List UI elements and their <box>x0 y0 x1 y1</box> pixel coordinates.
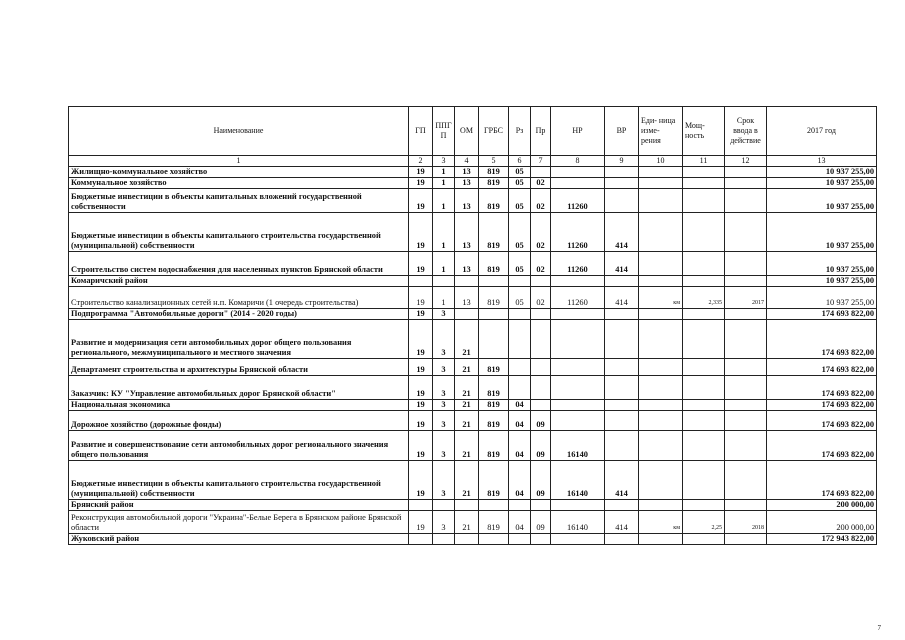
ppgp-cell: 1 <box>433 167 455 178</box>
pr-cell <box>531 534 551 545</box>
gp-cell: 19 <box>409 359 433 376</box>
gp-cell: 19 <box>409 167 433 178</box>
table-row <box>69 461 877 500</box>
om-cell: 21 <box>455 511 479 534</box>
gp-cell: 19 <box>409 320 433 359</box>
om-cell: 13 <box>455 213 479 252</box>
column-number-row <box>69 156 877 167</box>
sum-cell: 174 693 822,00 <box>767 411 877 431</box>
rz-cell <box>509 309 531 320</box>
col-header-rz: Рз <box>509 107 531 156</box>
rz-cell: 05 <box>509 167 531 178</box>
term-cell <box>725 189 767 213</box>
ppgp-cell: 1 <box>433 189 455 213</box>
gp-cell: 19 <box>409 461 433 500</box>
term-cell <box>725 400 767 411</box>
grbs-cell: 819 <box>479 167 509 178</box>
vr-cell <box>605 276 639 287</box>
nr-cell <box>551 359 605 376</box>
ppgp-cell: 3 <box>433 431 455 461</box>
term-cell <box>725 276 767 287</box>
row-name-cell: Коммунальное хозяйство <box>69 178 409 189</box>
col-header-gp: ГП <box>409 107 433 156</box>
sum-cell: 174 693 822,00 <box>767 400 877 411</box>
grbs-cell <box>479 309 509 320</box>
table-row <box>69 534 877 545</box>
pr-cell: 02 <box>531 287 551 309</box>
vr-cell <box>605 534 639 545</box>
om-cell: 13 <box>455 167 479 178</box>
om-cell: 13 <box>455 252 479 276</box>
row-name-cell: Развитие и модернизация сети автомобильных дорог общего пользования регионального, межмуниципального и местного значения <box>69 320 409 359</box>
unit-cell <box>639 411 683 431</box>
pr-cell: 09 <box>531 461 551 500</box>
power-cell <box>683 252 725 276</box>
term-cell <box>725 411 767 431</box>
ppgp-cell: 3 <box>433 461 455 500</box>
sum-cell: 174 693 822,00 <box>767 431 877 461</box>
sum-cell: 200 000,00 <box>767 500 877 511</box>
rz-cell: 04 <box>509 400 531 411</box>
sum-cell: 10 937 255,00 <box>767 252 877 276</box>
om-cell: 21 <box>455 461 479 500</box>
term-cell: 2018 <box>725 511 767 534</box>
unit-cell <box>639 213 683 252</box>
ppgp-cell: 3 <box>433 400 455 411</box>
sum-cell: 10 937 255,00 <box>767 213 877 252</box>
gp-cell: 19 <box>409 178 433 189</box>
page-number: 7 <box>877 624 881 632</box>
table-row <box>69 167 877 178</box>
grbs-cell <box>479 320 509 359</box>
table-row <box>69 500 877 511</box>
unit-cell <box>639 400 683 411</box>
nr-cell: 11260 <box>551 189 605 213</box>
sum-cell: 10 937 255,00 <box>767 189 877 213</box>
grbs-cell: 819 <box>479 213 509 252</box>
ppgp-cell: 1 <box>433 213 455 252</box>
table-row <box>69 511 877 534</box>
table-body <box>69 156 877 545</box>
table-row <box>69 376 877 400</box>
pr-cell: 09 <box>531 431 551 461</box>
om-cell: 13 <box>455 178 479 189</box>
grbs-cell: 819 <box>479 287 509 309</box>
nr-cell: 16140 <box>551 461 605 500</box>
rz-cell: 05 <box>509 287 531 309</box>
vr-cell <box>605 411 639 431</box>
row-name-cell: Заказчик: КУ "Управление автомобильных дорог Брянской области" <box>69 376 409 400</box>
vr-cell <box>605 189 639 213</box>
power-cell <box>683 376 725 400</box>
grbs-cell: 819 <box>479 359 509 376</box>
col-header-om: ОМ <box>455 107 479 156</box>
rz-cell <box>509 376 531 400</box>
grbs-cell <box>479 276 509 287</box>
table-row <box>69 276 877 287</box>
power-cell <box>683 534 725 545</box>
gp-cell: 19 <box>409 287 433 309</box>
nr-cell <box>551 400 605 411</box>
ppgp-cell: 3 <box>433 320 455 359</box>
ppgp-cell: 3 <box>433 411 455 431</box>
power-cell <box>683 320 725 359</box>
grbs-cell: 819 <box>479 511 509 534</box>
col-header-nr: НР <box>551 107 605 156</box>
table-row <box>69 400 877 411</box>
sum-cell: 10 937 255,00 <box>767 276 877 287</box>
col-header-ppgp: ППГ П <box>433 107 455 156</box>
power-cell <box>683 359 725 376</box>
term-cell <box>725 359 767 376</box>
grbs-cell: 819 <box>479 252 509 276</box>
grbs-cell: 819 <box>479 431 509 461</box>
term-cell <box>725 167 767 178</box>
column-number: 6 <box>509 156 531 167</box>
unit-cell <box>639 320 683 359</box>
vr-cell <box>605 309 639 320</box>
unit-cell <box>639 252 683 276</box>
nr-cell: 16140 <box>551 431 605 461</box>
sum-cell: 174 693 822,00 <box>767 376 877 400</box>
term-cell <box>725 461 767 500</box>
column-number: 10 <box>639 156 683 167</box>
table-row <box>69 309 877 320</box>
power-cell <box>683 167 725 178</box>
row-name-cell: Брянский район <box>69 500 409 511</box>
ppgp-cell: 3 <box>433 359 455 376</box>
gp-cell <box>409 276 433 287</box>
pr-cell <box>531 400 551 411</box>
pr-cell: 02 <box>531 213 551 252</box>
pr-cell: 02 <box>531 178 551 189</box>
power-cell <box>683 500 725 511</box>
power-cell <box>683 178 725 189</box>
grbs-cell: 819 <box>479 400 509 411</box>
rz-cell: 04 <box>509 511 531 534</box>
unit-cell <box>639 276 683 287</box>
row-name-cell: Строительство систем водоснабжения для населенных пунктов Брянской области <box>69 252 409 276</box>
om-cell: 21 <box>455 431 479 461</box>
col-header-name: Наименование <box>69 107 409 156</box>
row-name-cell: Подпрограмма "Автомобильные дороги" (2014 - 2020 годы) <box>69 309 409 320</box>
nr-cell: 11260 <box>551 287 605 309</box>
row-name-cell: Дорожное хозяйство (дорожные фонды) <box>69 411 409 431</box>
grbs-cell: 819 <box>479 411 509 431</box>
pr-cell <box>531 500 551 511</box>
pr-cell <box>531 276 551 287</box>
row-name-cell: Национальная экономика <box>69 400 409 411</box>
sum-cell: 174 693 822,00 <box>767 359 877 376</box>
vr-cell: 414 <box>605 461 639 500</box>
om-cell: 21 <box>455 411 479 431</box>
rz-cell: 04 <box>509 411 531 431</box>
nr-cell: 11260 <box>551 252 605 276</box>
vr-cell <box>605 167 639 178</box>
table-row <box>69 189 877 213</box>
table-row <box>69 320 877 359</box>
grbs-cell: 819 <box>479 178 509 189</box>
sum-cell: 10 937 255,00 <box>767 287 877 309</box>
pr-cell: 02 <box>531 189 551 213</box>
pr-cell <box>531 320 551 359</box>
unit-cell <box>639 461 683 500</box>
table-row <box>69 213 877 252</box>
vr-cell <box>605 178 639 189</box>
column-number: 13 <box>767 156 877 167</box>
nr-cell: 11260 <box>551 213 605 252</box>
sum-cell: 174 693 822,00 <box>767 320 877 359</box>
sum-cell: 10 937 255,00 <box>767 178 877 189</box>
vr-cell <box>605 500 639 511</box>
rz-cell <box>509 359 531 376</box>
unit-cell <box>639 359 683 376</box>
col-header-power: Мощ- ность <box>683 107 725 156</box>
vr-cell: 414 <box>605 252 639 276</box>
vr-cell: 414 <box>605 511 639 534</box>
row-name-cell: Бюджетные инвестиции в объекты капитальных вложений государственной собственности <box>69 189 409 213</box>
grbs-cell: 819 <box>479 189 509 213</box>
ppgp-cell: 3 <box>433 309 455 320</box>
term-cell: 2017 <box>725 287 767 309</box>
power-cell <box>683 189 725 213</box>
vr-cell <box>605 359 639 376</box>
gp-cell: 19 <box>409 400 433 411</box>
power-cell: 2,25 <box>683 511 725 534</box>
rz-cell: 05 <box>509 252 531 276</box>
vr-cell: 414 <box>605 287 639 309</box>
gp-cell: 19 <box>409 431 433 461</box>
om-cell <box>455 309 479 320</box>
pr-cell <box>531 359 551 376</box>
sum-cell: 172 943 822,00 <box>767 534 877 545</box>
table-row <box>69 359 877 376</box>
power-cell <box>683 461 725 500</box>
nr-cell <box>551 309 605 320</box>
unit-cell: км <box>639 287 683 309</box>
column-number: 11 <box>683 156 725 167</box>
row-name-cell: Реконструкция автомобильной дороги "Украина"-Белые Берега в Брянском районе Брянской области <box>69 511 409 534</box>
col-header-grbs: ГРБС <box>479 107 509 156</box>
column-number: 4 <box>455 156 479 167</box>
column-number: 7 <box>531 156 551 167</box>
nr-cell <box>551 500 605 511</box>
gp-cell: 19 <box>409 511 433 534</box>
pr-cell: 09 <box>531 511 551 534</box>
ppgp-cell <box>433 276 455 287</box>
table-row <box>69 178 877 189</box>
sum-cell: 174 693 822,00 <box>767 461 877 500</box>
vr-cell <box>605 320 639 359</box>
column-number: 8 <box>551 156 605 167</box>
column-number: 5 <box>479 156 509 167</box>
col-header-year: 2017 год <box>767 107 877 156</box>
om-cell: 21 <box>455 376 479 400</box>
rz-cell <box>509 500 531 511</box>
col-header-pr: Пр <box>531 107 551 156</box>
term-cell <box>725 178 767 189</box>
row-name-cell: Бюджетные инвестиции в объекты капитального строительства государственной (муниципальной) собственности <box>69 213 409 252</box>
power-cell <box>683 400 725 411</box>
rz-cell: 04 <box>509 431 531 461</box>
unit-cell <box>639 167 683 178</box>
vr-cell <box>605 400 639 411</box>
budget-table <box>68 106 877 545</box>
nr-cell <box>551 167 605 178</box>
ppgp-cell: 3 <box>433 376 455 400</box>
col-header-vr: ВР <box>605 107 639 156</box>
gp-cell: 19 <box>409 213 433 252</box>
row-name-cell: Развитие и совершенствование сети автомобильных дорог регионального значения общего пользования <box>69 431 409 461</box>
row-name-cell: Департамент строительства и архитектуры Брянской области <box>69 359 409 376</box>
gp-cell <box>409 500 433 511</box>
col-header-term: Срок ввода в действие <box>725 107 767 156</box>
vr-cell <box>605 376 639 400</box>
term-cell <box>725 320 767 359</box>
row-name-cell: Комаричский район <box>69 276 409 287</box>
unit-cell <box>639 178 683 189</box>
om-cell: 21 <box>455 400 479 411</box>
rz-cell: 05 <box>509 213 531 252</box>
table-row <box>69 287 877 309</box>
rz-cell <box>509 276 531 287</box>
om-cell: 13 <box>455 189 479 213</box>
gp-cell: 19 <box>409 309 433 320</box>
ppgp-cell <box>433 500 455 511</box>
column-number: 12 <box>725 156 767 167</box>
sum-cell: 200 000,00 <box>767 511 877 534</box>
header-row <box>69 107 877 156</box>
power-cell <box>683 309 725 320</box>
pr-cell: 02 <box>531 252 551 276</box>
row-name-cell: Жуковский район <box>69 534 409 545</box>
om-cell <box>455 276 479 287</box>
ppgp-cell: 3 <box>433 511 455 534</box>
rz-cell: 05 <box>509 189 531 213</box>
gp-cell: 19 <box>409 189 433 213</box>
grbs-cell: 819 <box>479 376 509 400</box>
gp-cell: 19 <box>409 252 433 276</box>
nr-cell <box>551 411 605 431</box>
unit-cell <box>639 309 683 320</box>
unit-cell <box>639 376 683 400</box>
unit-cell <box>639 500 683 511</box>
table-row <box>69 252 877 276</box>
unit-cell <box>639 189 683 213</box>
unit-cell <box>639 431 683 461</box>
rz-cell <box>509 320 531 359</box>
power-cell <box>683 411 725 431</box>
nr-cell: 16140 <box>551 511 605 534</box>
term-cell <box>725 500 767 511</box>
grbs-cell: 819 <box>479 461 509 500</box>
nr-cell <box>551 534 605 545</box>
power-cell: 2,335 <box>683 287 725 309</box>
vr-cell: 414 <box>605 213 639 252</box>
sum-cell: 10 937 255,00 <box>767 167 877 178</box>
power-cell <box>683 276 725 287</box>
vr-cell <box>605 431 639 461</box>
unit-cell: км <box>639 511 683 534</box>
ppgp-cell: 1 <box>433 287 455 309</box>
gp-cell: 19 <box>409 411 433 431</box>
pr-cell <box>531 167 551 178</box>
term-cell <box>725 534 767 545</box>
row-name-cell: Жилищно-коммунальное хозяйство <box>69 167 409 178</box>
nr-cell <box>551 376 605 400</box>
ppgp-cell: 1 <box>433 252 455 276</box>
pr-cell <box>531 376 551 400</box>
om-cell: 21 <box>455 320 479 359</box>
om-cell <box>455 500 479 511</box>
om-cell: 13 <box>455 287 479 309</box>
grbs-cell <box>479 534 509 545</box>
grbs-cell <box>479 500 509 511</box>
column-number: 1 <box>69 156 409 167</box>
table-row <box>69 431 877 461</box>
rz-cell: 05 <box>509 178 531 189</box>
pr-cell <box>531 309 551 320</box>
term-cell <box>725 213 767 252</box>
gp-cell <box>409 534 433 545</box>
column-number: 2 <box>409 156 433 167</box>
term-cell <box>725 431 767 461</box>
term-cell <box>725 376 767 400</box>
om-cell: 21 <box>455 359 479 376</box>
pr-cell: 09 <box>531 411 551 431</box>
gp-cell: 19 <box>409 376 433 400</box>
row-name-cell: Строительство канализационных сетей н.п. Комаричи (1 очередь строительства) <box>69 287 409 309</box>
nr-cell <box>551 276 605 287</box>
column-number: 3 <box>433 156 455 167</box>
ppgp-cell: 1 <box>433 178 455 189</box>
power-cell <box>683 213 725 252</box>
nr-cell <box>551 320 605 359</box>
nr-cell <box>551 178 605 189</box>
ppgp-cell <box>433 534 455 545</box>
rz-cell <box>509 534 531 545</box>
sum-cell: 174 693 822,00 <box>767 309 877 320</box>
col-header-unit: Еди- ница изме- рения <box>639 107 683 156</box>
row-name-cell: Бюджетные инвестиции в объекты капитального строительства государственной (муниципальной) собственности <box>69 461 409 500</box>
term-cell <box>725 252 767 276</box>
term-cell <box>725 309 767 320</box>
rz-cell: 04 <box>509 461 531 500</box>
column-number: 9 <box>605 156 639 167</box>
om-cell <box>455 534 479 545</box>
table-row <box>69 411 877 431</box>
power-cell <box>683 431 725 461</box>
unit-cell <box>639 534 683 545</box>
